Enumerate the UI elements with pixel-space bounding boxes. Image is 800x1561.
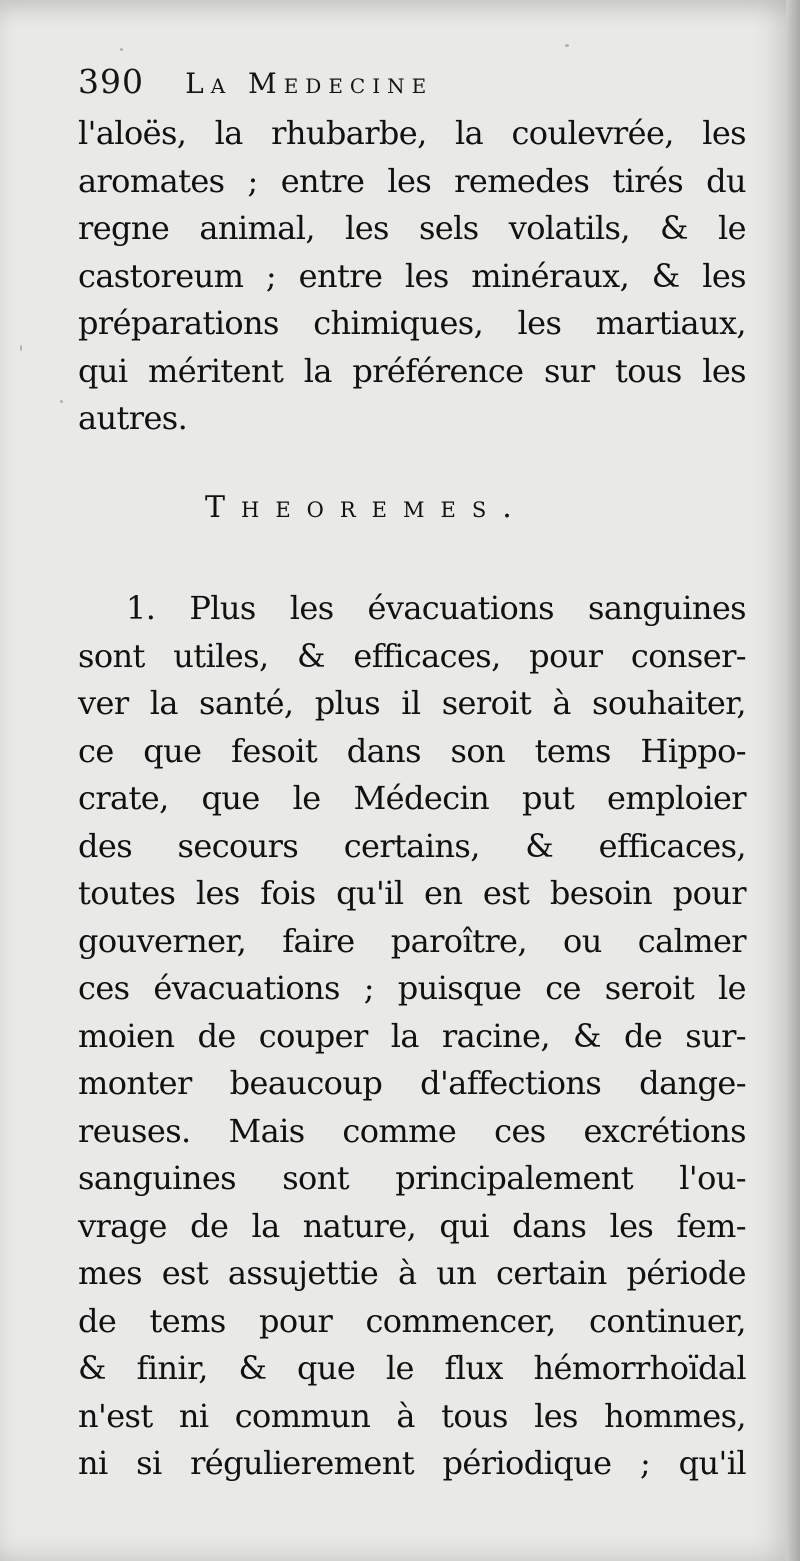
text-line: monter beaucoup d'affections dange- [78, 1064, 746, 1102]
text-line: l'aloës, la rhubarbe, la coulevrée, les [78, 114, 746, 152]
text-line: ni si régulierement périodique ; qu'il [78, 1444, 746, 1482]
text-line: ver la santé, plus il seroit à souhaiter, [78, 684, 746, 722]
ink-speck [20, 345, 22, 351]
text-line: gouverner, faire paroître, ou calmer [78, 921, 746, 960]
text-line: de tems pour commencer, continuer, [78, 1301, 746, 1340]
text-line: castoreum ; entre les minéraux, & les [78, 256, 746, 295]
text-line: préparations chimiques, les martiaux, [78, 304, 746, 342]
ink-speck [60, 400, 63, 403]
running-head [78, 62, 638, 112]
text-line: aromates ; entre les remedes tirés du [78, 161, 746, 200]
text-line: autres. [78, 399, 188, 437]
text-line: toutes les fois qu'il en est besoin pour [78, 874, 746, 912]
text-line: reuses. Mais comme ces excrétions [78, 1111, 746, 1150]
text-line: crate, que le Médecin put emploier [78, 779, 746, 817]
intro-paragraph [78, 110, 746, 443]
text-line: ces évacuations ; puisque ce seroit le [78, 969, 746, 1007]
text-line: vrage de la nature, qui dans les fem- [78, 1206, 746, 1245]
text-line: sont utiles, & efficaces, pour conser- [78, 636, 746, 675]
page-number: 390 [78, 62, 144, 101]
ink-speck [120, 48, 123, 51]
ink-speck [565, 44, 569, 47]
text-line: & finir, & que le flux hémorrhoïdal [78, 1349, 746, 1387]
text-line: qui méritent la préférence sur tous les [78, 351, 746, 390]
running-head-title: La Medecine [185, 67, 434, 100]
text-line: 1. Plus les évacuations sanguines [126, 589, 746, 627]
text-line: mes est assujettie à un certain période [78, 1254, 746, 1292]
text-line: sanguines sont principalement l'ou- [78, 1159, 746, 1197]
text-line: moien de couper la racine, & de sur- [78, 1016, 746, 1055]
text-line: ce que fesoit dans son tems Hippo- [78, 731, 746, 770]
theorem-paragraph [78, 585, 746, 1488]
text-line: des secours certains, & efficaces, [78, 826, 746, 865]
page-edge-shadow [786, 0, 800, 1561]
text-line: n'est ni commun à tous les hommes, [78, 1396, 746, 1435]
section-heading: Theoremes. [205, 490, 528, 525]
text-line: regne animal, les sels volatils, & le [78, 209, 746, 247]
